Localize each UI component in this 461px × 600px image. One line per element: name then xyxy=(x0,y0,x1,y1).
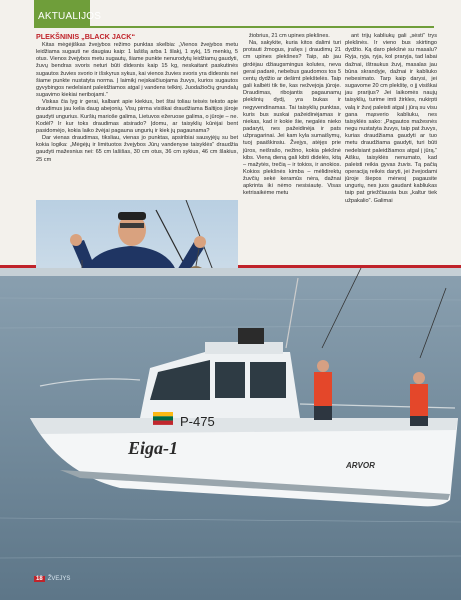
section-rule xyxy=(34,26,434,28)
magazine-name: ŽVEJYS xyxy=(47,576,71,582)
boat-name: Eiga-1 xyxy=(128,438,179,458)
column-3-paragraph: ant trijų kabliukų gali „sėsti“ trys plekšnės. Ir vieno bus skirtingo dydžio. Ką daro plekšnė su masalu? Ryja, ryja, ryja, kol praryja, tad labai dažnai, ištraukus žuvį, masalas jau būna skrandyje, dažnai ir kabliuko nebesimato. Tarp kaip darysi, jei sugavome 20 cm plekštę, o jį visiškai jau prarijus? Jei laikomės naujų taisyklių, turime imti žirkles, nukirpti valą ir žuvį paleisti atgal į jūrą su visu gana mąsverio kabliuku, nes taisyklės sako: „Pagautos mažesnės negu nustatyta žuvys, taip pat žuvys, kurias draudžiama gaudyti ar tuo metu draudžiama gaudyti, turi būti nedelsiant paleidžiamos atgal į jūrą.“ Aišku, taisyklės nenumato, kad paleisti reikia gyvas žuvis. Tą pačią operaciją reikės daryti, jei žvejodami jūroje šiepos mėnesį pagausite ungurių, nes juos gaudant kabliukas taip pat griežčiausia bus „kaltur tiek užpakalio“. Galimai xyxy=(345,33,437,204)
page-footer xyxy=(34,576,70,582)
boat-registration: P-475 xyxy=(180,414,215,429)
article-column-1 xyxy=(36,33,238,164)
boat-brand: ARVOR xyxy=(346,461,375,470)
column-2-paragraph: žiobrius, 21 cm upines plekšnes. xyxy=(249,33,330,39)
section-tab: AKTUALIJOS xyxy=(34,0,90,26)
column-1-paragraph: Kitas mėgėjiškas žvejybos režimo punktas skelbia: „Vienos žvejybos metu leidžiama sugauti ne daugiau kaip: 1 lašišą arba 1 šlakį, 1 sykį, 15 menkių, 5 otus. Vienos žvejybos metu sugautų, šiame punkte nenurodytų leidžiamų gaudyti, žuvų bendras svoris neturi būti didesnis kaip 15 kg, neskaitant paskutinės sugautos žuvies svorio ir išskyrus sykus, kai vienos žuvies svoris yra didesnis nei šiame punkte nustatyta norma. Į laimikį neįskaičiuojama žuvys, kurios sugautos gyvybingos nedelsiant paleidžiamos atgal į vandens telkinį. Juodažiočių grundalų sugavimo kiekiai neribojami.“ xyxy=(36,42,238,99)
page-number: 18 xyxy=(36,576,43,582)
boat-photo xyxy=(0,268,461,600)
column-1-paragraph: Viskas čia lyg ir gerai, kalbant apie kiekius, bet štai toliau teisės teksto apie draudimus jau kelia daug abejonių. Visų pirma visiškai draudžiama Baltijos jūroje gaudyti ungurius. Kuršių marioše galima, Lietuvos ežeruose galima, o jūroje – ne. Kodėl? Ir kur toks draudimas atsirado? Įdomu, ar taisyklių kūrėjai bent pasidomėjo, kokia laiko žvėjai pagauna ungurių ir kiek jų pagaunama? xyxy=(36,99,238,134)
column-1-paragraph: Dar vienas draudimas, tiksliau, vienas jo punktas, apsiribiai sausyjėjų su bet kokia logika: „Mėgėjų ir limituotos žvejybos Jūrų vandenyse taisyklės“ draudžia gaudyti mažesnius nei: 65 cm lašišas, 30 cm otus, 36 cm sykius, 46 cm šlakius, 25 cm xyxy=(36,135,238,163)
article-headline: PLEKŠNINIS „BLACK JACK“ xyxy=(36,32,136,41)
column-2-paragraph: Na, sakykite, kuria kitos dalimi turi protauti žmogus, įrašęs į draudimų 21 cm upines plekšnes? Taip, ab jau girdėjau džiaugsmingus kolutes, neva gerai padarė, nebebus gaudomos tos 5 centų dydžio ar dešimt plekštelės. Taip gali kalbėti tik tie, kas nežvejoja jūroje. Draudimas, ribojantis pagaunamų plekšnių dydį, yra bukas ir negyvendinamas. Tai taisyklių punktas, kuris bus suskai pažeidinėjamas ir niekas, kad ir kokie šie, negalės nieko padaryti, nes pažeidinėja ir pats užpragarinai. Jei kam kyla sumaišymų, tuoj paaiškinsiu. Žvejys, atėjęs prie jūros, neišrašo, nežino, kokia plekšnė kibs. Vieną dieną gali kibti didelės, kitą – mažytės, trečią – ir tokios, ir anokios. Kokios plekšnės kimba – mėlidirektų žuvčių sekė keramūs nėra, dažnai apkrinta iki nėmo nesisiautę. Visas ketrisaikėme metu xyxy=(243,40,341,197)
article-column-3 xyxy=(345,33,437,205)
article-column-2 xyxy=(243,33,341,198)
